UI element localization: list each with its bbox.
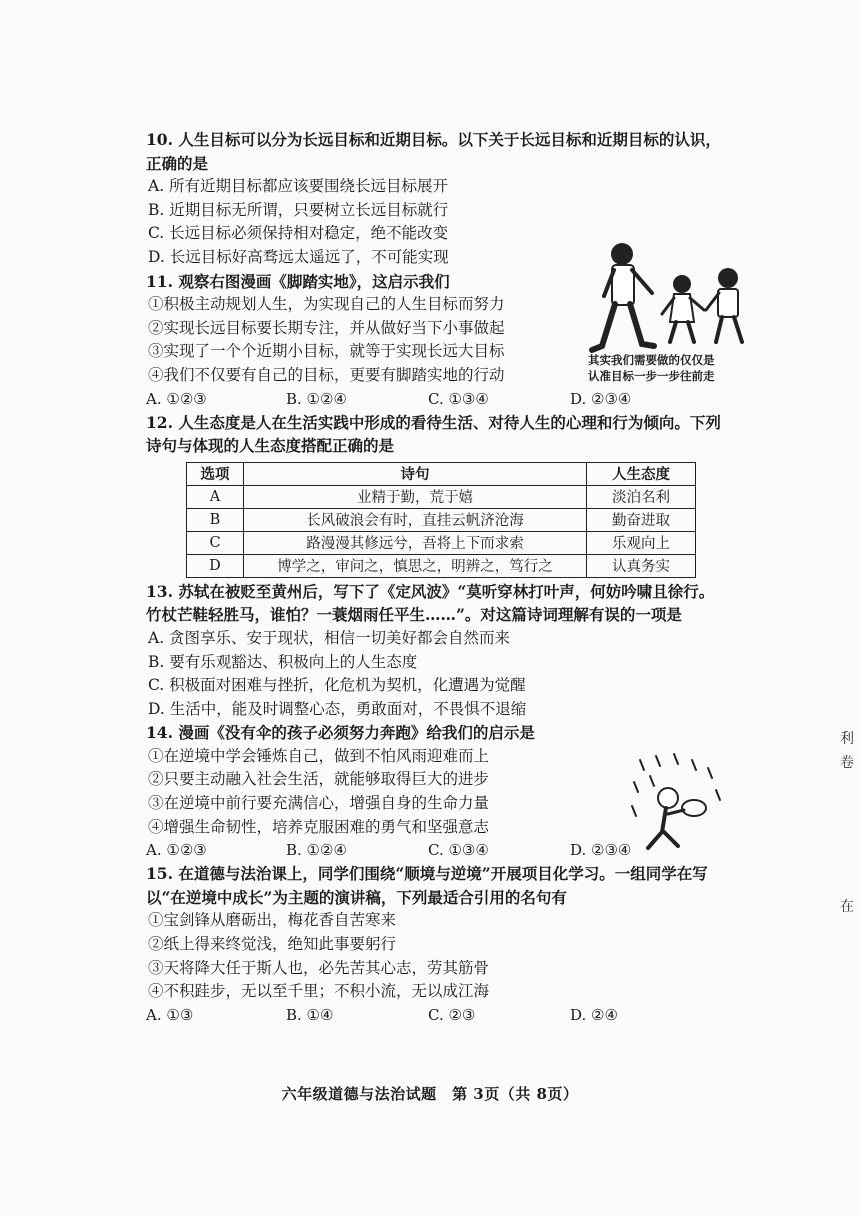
q15-choice-c: C. ②③ [428, 1005, 476, 1024]
q15-item-1: ①宝剑锋从磨砺出，梅花香自苦寒来 [148, 911, 397, 930]
cell-attitude: 淡泊名利 [587, 485, 696, 508]
q11-item-2: ②实现长远目标要长期专注，并从做好当下小事做起 [148, 318, 505, 337]
q10-title: 10. 人生目标可以分为长远目标和近期目标。以下关于长远目标和近期目标的认识， [146, 130, 721, 149]
q15-item-3: ③天将降大任于斯人也，必先苦其心志，劳其筋骨 [148, 958, 490, 977]
page-footer: 六年级道德与法治试题 第 3页（共 8页） [281, 1085, 579, 1103]
question-12 [146, 411, 756, 578]
cell-poem: 博学之，审问之，慎思之，明辨之，笃行之 [244, 554, 587, 577]
q12-title-cont: 诗句与体现的人生态度搭配正确的是 [146, 436, 395, 456]
table-header-row [187, 462, 696, 485]
edge-mark: 利 [840, 731, 854, 747]
q15-choice-b: B. ①④ [286, 1005, 334, 1024]
q14-choice-b: B. ①②④ [286, 841, 347, 860]
q14-title: 14. 漫画《没有伞的孩子必须努力奔跑》给我们的启示是 [146, 723, 535, 743]
q14-choice-d: D. ②③④ [570, 841, 632, 860]
q11-choice-a: A. ①②③ [146, 389, 207, 408]
q14-item-4: ④增强生命韧性，培养克服困难的勇气和坚强意志 [148, 817, 490, 836]
table-row [187, 531, 696, 554]
q11-item-4: ④我们不仅要有自己的目标，更要有脚踏实地的行动 [148, 365, 505, 384]
q13-title-cont: 竹杖芒鞋轻胜马，谁怕？一蓑烟雨任平生……”。对这篇诗词理解有误的一项是 [146, 605, 682, 625]
q13-title: 13. 苏轼在被贬至黄州后，写下了《定风波》“莫听穿林打叶声，何妨吟啸且徐行。 [146, 581, 715, 601]
q10-option-a: A. 所有近期目标都应该要围绕长远目标展开 [148, 177, 449, 196]
running-child-rain-cartoon-icon [622, 752, 732, 862]
cell-attitude: 勤奋进取 [587, 508, 696, 531]
cell-poem: 路漫漫其修远兮，吾将上下而求索 [244, 531, 587, 554]
edge-mark: 卷 [840, 755, 854, 771]
q11-choices [146, 388, 756, 411]
q11-choice-c: C. ①③④ [428, 389, 489, 408]
edge-mark: 在 [840, 899, 854, 915]
q12-table [186, 462, 696, 578]
cell-poem: 业精于勤，荒于嬉 [244, 485, 587, 508]
q13-option-c: C. 积极面对困难与挫折，化危机为契机，化遭遇为觉醒 [148, 676, 526, 695]
q15-choices [146, 1004, 756, 1027]
question-15 [146, 862, 756, 1027]
q13-option-d: D. 生活中，能及时调整心态，勇敢面对，不畏惧不退缩 [148, 699, 527, 718]
table-row [187, 508, 696, 531]
q13-option-a: A. 贪图享乐、安于现状，相信一切美好都会自然而来 [148, 628, 511, 647]
q15-choice-a: A. ①③ [146, 1005, 194, 1024]
q15-title: 15. 在道德与法治课上，同学们围绕“顺境与逆境”开展项目化学习。一组同学在写 [146, 864, 708, 884]
q11-choice-d: D. ②③④ [570, 389, 632, 408]
q10-option-b: B. 近期目标无所谓，只要树立长远目标就行 [148, 200, 449, 219]
header-option: 选项 [187, 462, 244, 485]
q11-item-3: ③实现了一个个近期小目标，就等于实现长远大目标 [148, 342, 505, 361]
q15-item-4: ④不积跬步，无以至千里；不积小流，无以成江海 [148, 982, 490, 1001]
table-row [187, 485, 696, 508]
q11-choice-b: B. ①②④ [286, 389, 347, 408]
cell-poem: 长风破浪会有时，直挂云帆济沧海 [244, 508, 587, 531]
q11-title: 11. 观察右图漫画《脚踏实地》，这启示我们 [146, 271, 450, 291]
cell-attitude: 认真务实 [587, 554, 696, 577]
cell-option: B [187, 508, 244, 531]
q15-choice-d: D. ②④ [570, 1005, 618, 1024]
header-poem: 诗句 [244, 462, 587, 485]
q10-title-cont: 正确的是 [146, 153, 209, 173]
q15-title-cont: 以“在逆境中成长”为主题的演讲稿，下列最适合引用的名句有 [146, 887, 567, 907]
q14-choice-c: C. ①③④ [428, 841, 489, 860]
q13-option-b: B. 要有乐观豁达、积极向上的人生态度 [148, 652, 418, 671]
q10-option-d: D. 长远目标好高骛远太遥远了，不可能实现 [148, 247, 449, 266]
question-13 [146, 580, 756, 722]
q12-title: 12. 人生态度是人在生活实践中形成的看待生活、对待人生的心理和行为倾向。下列 [146, 412, 721, 432]
cell-option: C [187, 531, 244, 554]
caption-line-1: 其实我们需要做的仅仅是 [588, 353, 715, 367]
cell-option: D [187, 554, 244, 577]
q14-item-2: ②只要主动融入社会生活，就能够取得巨大的进步 [148, 770, 490, 789]
caption-line-2: 认准目标一步一步往前走 [588, 369, 715, 383]
q14-item-1: ①在逆境中学会锤炼自己，做到不怕风雨迎难而上 [148, 746, 490, 765]
header-attitude: 人生态度 [587, 462, 696, 485]
cell-option: A [187, 485, 244, 508]
q11-cartoon-caption [588, 352, 768, 384]
table-row [187, 554, 696, 577]
q14-item-3: ③在逆境中前行要充满信心，增强自身的生命力量 [148, 794, 490, 813]
q14-choice-a: A. ①②③ [146, 841, 207, 860]
cell-attitude: 乐观向上 [587, 531, 696, 554]
q10-option-c: C. 长远目标必须保持相对稳定，绝不能改变 [148, 224, 449, 243]
q11-item-1: ①积极主动规划人生，为实现自己的人生目标而努力 [148, 295, 505, 314]
q15-item-2: ②纸上得来终觉浅，绝知此事要躬行 [148, 935, 397, 954]
